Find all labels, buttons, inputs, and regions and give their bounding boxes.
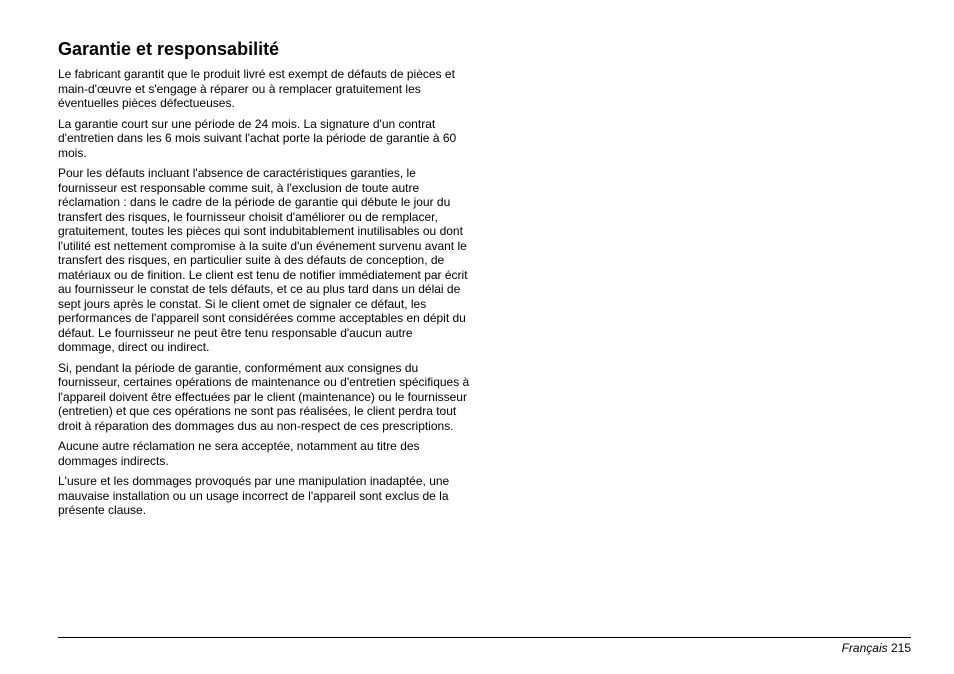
paragraph-wear-exclusion: L'usure et les dommages provoqués par une manipulation inadaptée, une mauvaise installation ou un usage incorrect de l'appareil sont exclus de la présente clause. [58, 474, 450, 517]
footer-page-number: 215 [890, 641, 911, 655]
paragraph-maintenance-obligation: Si, pendant la période de garantie, conformément aux consignes du fournisseur, certaines opérations de maintenance ou d'entretien spécifiques à l'appareil doivent être effectuées par le client (maintenance) ou le fournisseur (entretien) et que ces opérations ne sont pas réalisées, le client perdra tout droit à réparation des dommages dus au non-respect de ces prescriptions. [58, 360, 470, 433]
footer-divider [58, 637, 911, 638]
paragraph-defect-liability: Pour les défauts incluant l'absence de caractéristiques garanties, le fournisseur est responsable comme suit, à l'exclusion de toute autre réclamation : dans le cadre de la période de garantie qui débute le jour du transfert des risques, le fournisseur choisit d'améliorer ou de remplacer, gratuitement, toutes les pièces qui sont indubitablement inutilisables ou dont l'utilité est nettement compromise à la suite d'un événement survenu avant le transfert des risques, en particulier suite à des défauts de conception, de matériaux ou de finition. Le client est tenu de notifier immédiatement par écrit au fournisseur le constat de tels défauts, et ce au plus tard dans un délai de sept jours après le constat. Si le client omet de signaler ce défaut, les performances de l'appareil sont considérées comme acceptables en dépit du défaut. Le fournisseur ne peut être tenu responsable d'aucun autre dommage, direct ou indirect. [58, 166, 468, 354]
page-title: Garantie et responsabilité [58, 39, 280, 59]
page-footer [842, 641, 911, 656]
footer-language: Français [841, 641, 888, 655]
content-column [58, 38, 470, 524]
paragraph-warranty-period: La garantie court sur une période de 24 mois. La signature d'un contrat d'entretien dans les 6 mois suivant l'achat porte la période de garantie à 60 mois. [58, 116, 457, 160]
paragraph-warranty-scope: Le fabricant garantit que le produit livré est exempt de défauts de pièces et main-d'œuvre et s'engage à réparer ou à remplacer gratuitement les éventuelles pièces défectueuses. [58, 67, 455, 110]
paragraph-no-other-claims: Aucune autre réclamation ne sera acceptée, notamment au titre des dommages indirects. [58, 439, 420, 468]
